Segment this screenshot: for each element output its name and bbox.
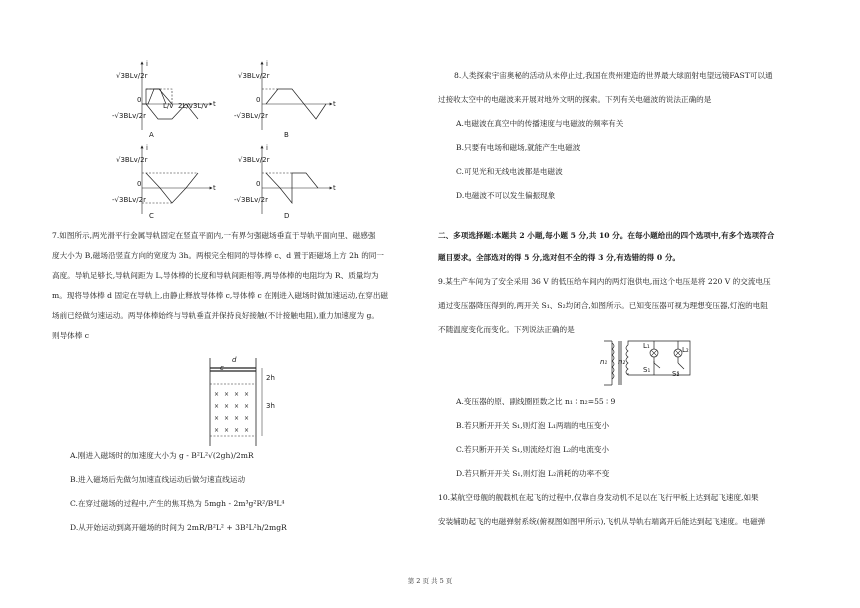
graph-b-axis-i: i: [266, 60, 268, 68]
q7-label-2h: 2h: [266, 374, 275, 382]
q8-option-a: A.电磁波在真空中的传播速度与电磁波的频率有关: [456, 119, 624, 128]
q9-option-d: D.若只断开开关 S₁,则灯泡 L₂消耗的功率不变: [456, 469, 610, 478]
graph-a-tick-1: L/v: [163, 102, 174, 110]
svg-text:×: ×: [224, 403, 230, 410]
q9-label-l1: L₁: [643, 342, 650, 350]
q9-label-s2: S₂: [672, 370, 680, 378]
graph-b-neg-tick: -√3BLv/2r: [234, 112, 268, 120]
q9-label-s1: S₁: [643, 366, 651, 374]
graph-c-origin: 0: [137, 180, 142, 188]
graph-d-pos-tick: √3BLv/2r: [238, 156, 270, 164]
q9-line-3: 不随温度变化而变化。下列说法正确的是: [438, 325, 575, 334]
q9-option-b: B.若只断开开关 S₁,则灯泡 L₁两端的电压变小: [456, 421, 610, 430]
q7-option-a: A.刚进入磁场时的加速度大小为 g - B²L²√(2gh)/2mR: [70, 451, 254, 460]
graph-d: [262, 146, 332, 214]
svg-text:×: ×: [214, 415, 220, 422]
graph-a-origin: 0: [137, 96, 142, 104]
q10-line-2: 安装辅助起飞的电磁弹射系统(俯视图如图甲所示),飞机从导轨右端离开后能达到起飞速度。电磁弹: [438, 517, 766, 526]
graph-a-tick-2: 2L/v: [178, 102, 193, 110]
q8-option-b: B.只要有电场和磁场,就能产生电磁波: [456, 143, 581, 152]
graph-d-origin: 0: [256, 180, 261, 188]
svg-text:×: ×: [234, 391, 240, 398]
svg-text:×: ×: [224, 391, 230, 398]
graph-a: [142, 62, 212, 130]
q7-label-c: c: [220, 364, 224, 372]
graph-c-neg-tick: -√3BLv/2r: [112, 196, 146, 204]
graph-b-pos-tick: √3BLv/2r: [238, 72, 270, 80]
page-footer: 第 2 页 共 5 页: [407, 577, 453, 585]
svg-text:×: ×: [234, 427, 240, 434]
q7-line-1: 7.如图所示,两光滑平行金属导轨固定在竖直平面内,一有界匀强磁场垂直于导轨平面向里、磁感强: [52, 231, 376, 240]
q9-line-2: 通过变压器降压得到的,两开关 S₁、S₂均闭合,如图所示。已知变压器可视为理想变压器,灯泡的电阻: [438, 301, 768, 310]
q7-line-6: 则导体棒 c: [52, 331, 90, 340]
q7-option-b: B.进入磁场后先做匀加速直线运动后做匀速直线运动: [70, 475, 246, 484]
q10-line-1: 10.某航空母舰的舰载机在起飞的过程中,仅靠自身发动机不足以在飞行甲板上达到起飞速度,如果: [438, 493, 759, 502]
q9-option-c: C.若只断开开关 S₁,则流经灯泡 L₂的电流变小: [456, 445, 610, 454]
graph-a-tick-3: 3L/v: [193, 102, 208, 110]
q7-label-3h: 3h: [266, 402, 275, 410]
svg-text:×: ×: [224, 427, 230, 434]
graph-c-pos-tick: √3BLv/2r: [116, 156, 148, 164]
graph-d-axis-t: t: [333, 184, 336, 192]
graph-c-axis-t: t: [213, 184, 216, 192]
graph-d-axis-i: i: [266, 144, 268, 152]
q8-option-d: D.电磁波不可以发生偏振现象: [456, 191, 556, 200]
svg-text:×: ×: [244, 403, 250, 410]
q7-line-2: 度大小为 B,磁场沿竖直方向的宽度为 3h。两根完全相同的导体棒 c、d 置于距磁场上方 2h 的同一: [52, 251, 384, 260]
graph-a-axis-t: t: [213, 100, 216, 108]
graph-b-origin: 0: [256, 96, 261, 104]
graph-label-d: D: [284, 212, 290, 220]
q7-line-5: 场前已经做匀速运动。两导体棒始终与导轨垂直并保持良好接触(不计接触电阻),重力加速度为 g。: [52, 311, 379, 320]
svg-text:×: ×: [224, 415, 230, 422]
q7-line-3: 高度。导轨足够长,导轨间距为 L,导体棒的长度和导轨间距相等,两导体棒的电阻均为 R、质量均为: [52, 271, 379, 280]
graph-a-pos-tick: √3BLv/2r: [116, 72, 148, 80]
q8-line-1: 8.人类探索宇宙奥秘的活动从未停止过,我国在贵州建造的世界最大球面射电望远镜FAST可以通: [454, 71, 773, 80]
graph-label-c: C: [149, 212, 154, 220]
q9-option-a: A.变压器的原、副线圈匝数之比 n₁ ∶ n₂=55 ∶ 9: [456, 397, 616, 406]
q7-option-d: D.从开始运动到离开磁场的时间为 2mR/B²L² + 3B²L²h/2mgR: [70, 523, 287, 532]
graph-b: [262, 62, 332, 130]
graph-c-axis-i: i: [146, 144, 148, 152]
svg-text:×: ×: [244, 415, 250, 422]
graph-label-a: A: [149, 131, 154, 139]
q9-label-n1: n₁: [600, 358, 608, 366]
section2-line-2: 题目要求。全部选对的得 5 分,选对但不全的得 3 分,有选错的得 0 分。: [438, 253, 681, 262]
svg-text:×: ×: [234, 403, 240, 410]
section2-line-1: 二、多项选择题:本题共 2 小题,每小题 5 分,共 10 分。在每小题给出的四个选项中,有多个选项符合: [438, 231, 775, 240]
svg-text:×: ×: [234, 415, 240, 422]
svg-text:×: ×: [214, 427, 220, 434]
graph-d-neg-tick: -√3BLv/2r: [234, 196, 268, 204]
svg-text:×: ×: [214, 391, 220, 398]
q9-label-n2: n₂: [618, 358, 626, 366]
q9-label-l2: L₂: [682, 346, 689, 354]
svg-text:×: ×: [244, 391, 250, 398]
graph-b-axis-t: t: [333, 100, 336, 108]
graph-c: [142, 146, 212, 214]
svg-text:×: ×: [244, 427, 250, 434]
q7-option-c: C.在穿过磁场的过程中,产生的焦耳热为 5mgh - 2m³g²R²/B⁴L⁴: [70, 499, 285, 508]
q8-line-2: 过接收太空中的电磁波来开展对地外文明的探索。下列有关电磁波的说法正确的是: [438, 95, 712, 104]
q9-line-1: 9.某生产车间为了安全采用 36 V 的低压给车间内的两灯泡供电,而这个电压是将 220 V 的交流电压: [438, 277, 771, 286]
q7-line-4: m。现将导体棒 d 固定在导轨上,由静止释放导体棒 c,导体棒 c 在刚进入磁场时做加速运动,在穿出磁: [52, 291, 389, 300]
graph-a-neg-tick: -√3BLv/2r: [112, 112, 146, 120]
q8-option-c: C.可见光和无线电波都是电磁波: [456, 167, 563, 176]
q7-label-d: d: [232, 356, 237, 364]
graph-a-axis-i: i: [146, 60, 148, 68]
svg-text:×: ×: [214, 403, 220, 410]
graph-label-b: B: [284, 131, 289, 139]
